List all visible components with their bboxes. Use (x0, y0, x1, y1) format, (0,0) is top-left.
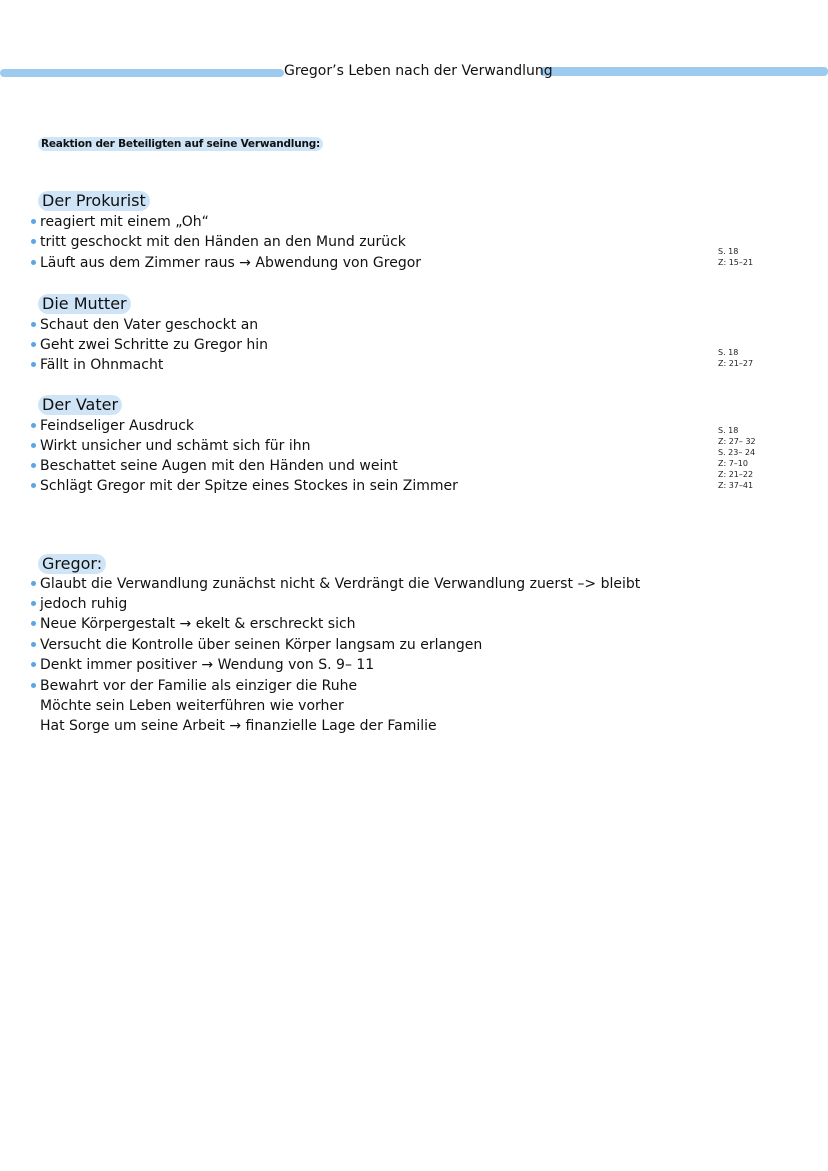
heading-mutter: Die Mutter (38, 294, 131, 314)
bullet-icon (31, 423, 36, 428)
reference-note: S. 18 Z: 21–27 (718, 348, 754, 368)
reference-note: S. 18 Z: 15–21 (718, 247, 754, 267)
heading-gregor: Gregor: (38, 554, 106, 574)
list-item: Hat Sorge um seine Arbeit → finanzielle Lage der Familie (40, 718, 437, 734)
bullet-icon (31, 581, 36, 586)
list-item: Versucht die Kontrolle über seinen Körper langsam zu erlangen (31, 635, 482, 655)
list-item: Bewahrt vor der Familie als einziger die Ruhe (31, 676, 357, 696)
title-underline-right (540, 67, 828, 76)
bullet-icon (31, 683, 36, 688)
bullet-icon (31, 342, 36, 347)
bullet-icon (31, 219, 36, 224)
list-item: Glaubt die Verwandlung zunächst nicht & Verdrängt die Verwandlung zuerst –> bleibt (31, 574, 640, 594)
heading-vater: Der Vater (38, 395, 122, 415)
list-item: Beschattet seine Augen mit den Händen und weint (31, 456, 398, 476)
list-item: reagiert mit einem „Oh“ (31, 212, 209, 232)
bullet-icon (31, 463, 36, 468)
bullet-icon (31, 483, 36, 488)
heading-prokurist: Der Prokurist (38, 191, 150, 211)
list-item: Fällt in Ohnmacht (31, 355, 163, 375)
list-item: Schaut den Vater geschockt an (31, 315, 258, 335)
list-item: Schlägt Gregor mit der Spitze eines Stockes in sein Zimmer (31, 476, 458, 496)
bullet-icon (31, 621, 36, 626)
bullet-icon (31, 239, 36, 244)
bullet-icon (31, 642, 36, 647)
title-underline-left (0, 69, 284, 77)
section-subtitle: Reaktion der Beteiligten auf seine Verwandlung: (38, 137, 323, 151)
bullet-icon (31, 443, 36, 448)
list-item: Feindseliger Ausdruck (31, 416, 194, 436)
bullet-icon (31, 662, 36, 667)
list-item: Möchte sein Leben weiterführen wie vorher (40, 698, 344, 714)
list-item: Denkt immer positiver → Wendung von S. 9– 11 (31, 655, 374, 675)
list-item: tritt geschockt mit den Händen an den Mund zurück (31, 232, 406, 252)
list-item: Neue Körpergestalt → ekelt & erschreckt sich (31, 614, 356, 634)
bullet-icon (31, 362, 36, 367)
page-title: Gregor’s Leben nach der Verwandlung (284, 63, 553, 79)
list-item: Läuft aus dem Zimmer raus → Abwendung von Gregor (31, 253, 421, 273)
list-item: Geht zwei Schritte zu Gregor hin (31, 335, 268, 355)
reference-note: S. 18 Z: 27– 32 S. 23– 24 Z: 7–10 Z: 21–22 Z: 37–41 (718, 426, 756, 490)
list-item: jedoch ruhig (31, 594, 127, 614)
bullet-icon (31, 260, 36, 265)
bullet-icon (31, 322, 36, 327)
bullet-icon (31, 601, 36, 606)
list-item: Wirkt unsicher und schämt sich für ihn (31, 436, 311, 456)
